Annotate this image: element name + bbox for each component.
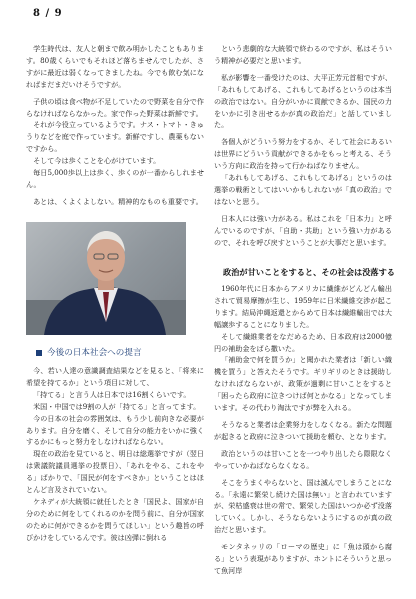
paragraph: 今、若い人達の意識調査結果などを見ると、「将来に希望を持てるか」という項目に対して、 [26, 366, 204, 387]
paragraph: ケネディが大統領に就任したとき「国民よ、国家が自分のために何をしてくれるのかを問う前に、自分が国家のために何ができるかを問うてほしい」という趣旨の呼びかけをしているんです。彼は凶弾に倒れる [26, 496, 204, 542]
paragraph: 学生時代は、友人と朝まで飲み明かしたこともあります。80歳くらいでもそれほど落ちませんでしたが、さすがに最近は弱くなってきましたね。今でも飲む気になればまだまだいけそうですが。 [26, 44, 204, 89]
right-column-top [214, 43, 392, 249]
person-figure [26, 222, 186, 335]
paragraph: そうなると業者は企業努力をしなくなる。新たな問題が起きると政府に泣きついて援助を頼む、となります。 [214, 419, 392, 441]
paragraph: それが今役立っているようです。ナス・トマト・きゅうりなどを庭で作っています。新鮮ですし、農薬もないですから。 [26, 120, 204, 154]
paragraph: そして今は歩くことを心がけています。 [33, 156, 161, 166]
paragraph: あとは、くよくよしない。精神的なものも重要です。 [33, 196, 203, 206]
right-column-bottom [214, 283, 392, 577]
paragraph: 各個人がどういう努力をするか、そして社会にあるいは世界にどういう貢献ができるかをもっと考える、そういう方向に政治を持って行かねばなりません。 [214, 137, 392, 171]
left-column-bottom [26, 365, 204, 544]
paragraph: 子供の頃は食べ物が不足していたので野菜を自分で作らなければならなかった。家で作った野菜は新鮮です。 [26, 96, 204, 118]
paragraph: という悲劇的な大統領で終わるのですが、私はそういう精神が必要だと思います。 [214, 44, 392, 65]
paragraph: 私が影響を一番受けたのは、大平正芳元首相ですが、「あれもしてあげる、これもしてあげるというのは本当の政治ではない。自分がいかに貢献できるか、国民の力をいかに引き出せるかが真の政治だ」と話していました。 [214, 72, 392, 130]
page-number: 8 / 9 [33, 8, 63, 19]
paragraph: 日本人には強い力がある。私はこれを「日本力」と呼んでいるのですが、「自助・共助」という強い力があるので、それを呼び戻すということが大事だと思います。 [214, 213, 392, 247]
paragraph: 「あれもしてあげる、これもしてあげる」というのは選挙の戦術としてはいいかもしれないが「真の政治」ではないと思う。 [214, 173, 392, 206]
heading-text: 今後の日本社会への提言 [47, 348, 142, 358]
paragraph: 「持てる」と言う人は日本では16割くらいです。 [33, 389, 191, 399]
paragraph: そして繊維業者をなだめるため、日本政府は2000億円の補助金をばら撒いた。 [214, 331, 392, 353]
paragraph: モンタネッリの「ローマの歴史」に「魚は頭から腐る」という表現がありますが、ホントにそういうと思って魚河岸 [214, 542, 392, 575]
paragraph: 政治というのは甘いことを一つやり出したら際限なくやっていかねばならなくなる。 [214, 448, 392, 470]
paragraph: 今の日本の社会の雰囲気は、もう少し前向きな必要があります。自分を磨く、そして自分の能力をいかに強くするかにもっと努力をしなければならない。 [26, 413, 204, 447]
paragraph: 毎日5,000歩以上は歩く、歩くのが一番からしれません。 [26, 168, 204, 189]
left-column-top [26, 43, 204, 208]
square-bullet-icon [36, 350, 42, 356]
paragraph: 1960年代に日本からアメリカに繊維がどんどん輸出されて貿易摩擦が生じ、1959年に日米繊維交渉が起こります。結局沖縄返還とからめて日本は繊維輸出では大幅譲歩することになりました。 [214, 284, 392, 329]
paragraph: そこをうまくやらないと、国は滅んでしまうことになる。「永遠に繁栄し続けた国は無い」と言われていますが、栄枯盛衰は世の常で、繁栄した国はいつか必ず没落していく。しかし、そうならないようにするのが真の政治だと思います。 [214, 477, 392, 535]
section-heading-right: 政治が甘いことをすると、その社会は没落する [223, 267, 395, 277]
paragraph: 「補助金で何を買うか」と聞かれた業者は「新しい織機を買う」と答えたそうです。ギリギリのときは援助しなければならないが、政策が過剰に甘いことをすると「困ったら政府に泣きつけば何とかなる」となってしまいます。その代わり淘汰ですが弊を入れる。 [214, 355, 392, 413]
paragraph: 米国・中国では9割の人が「持てる」と言ってます。 [33, 401, 201, 411]
paragraph: 現在の政治を見ていると、明日は総選挙ですが（翌日は衆議院議員選挙の投票日）、「あれをやる、これをやる」ばかりで、「国民が何をすべきか」ということはほとんど言及されていない。 [26, 449, 204, 495]
section-heading-left [36, 346, 142, 358]
portrait-photo [26, 222, 186, 335]
